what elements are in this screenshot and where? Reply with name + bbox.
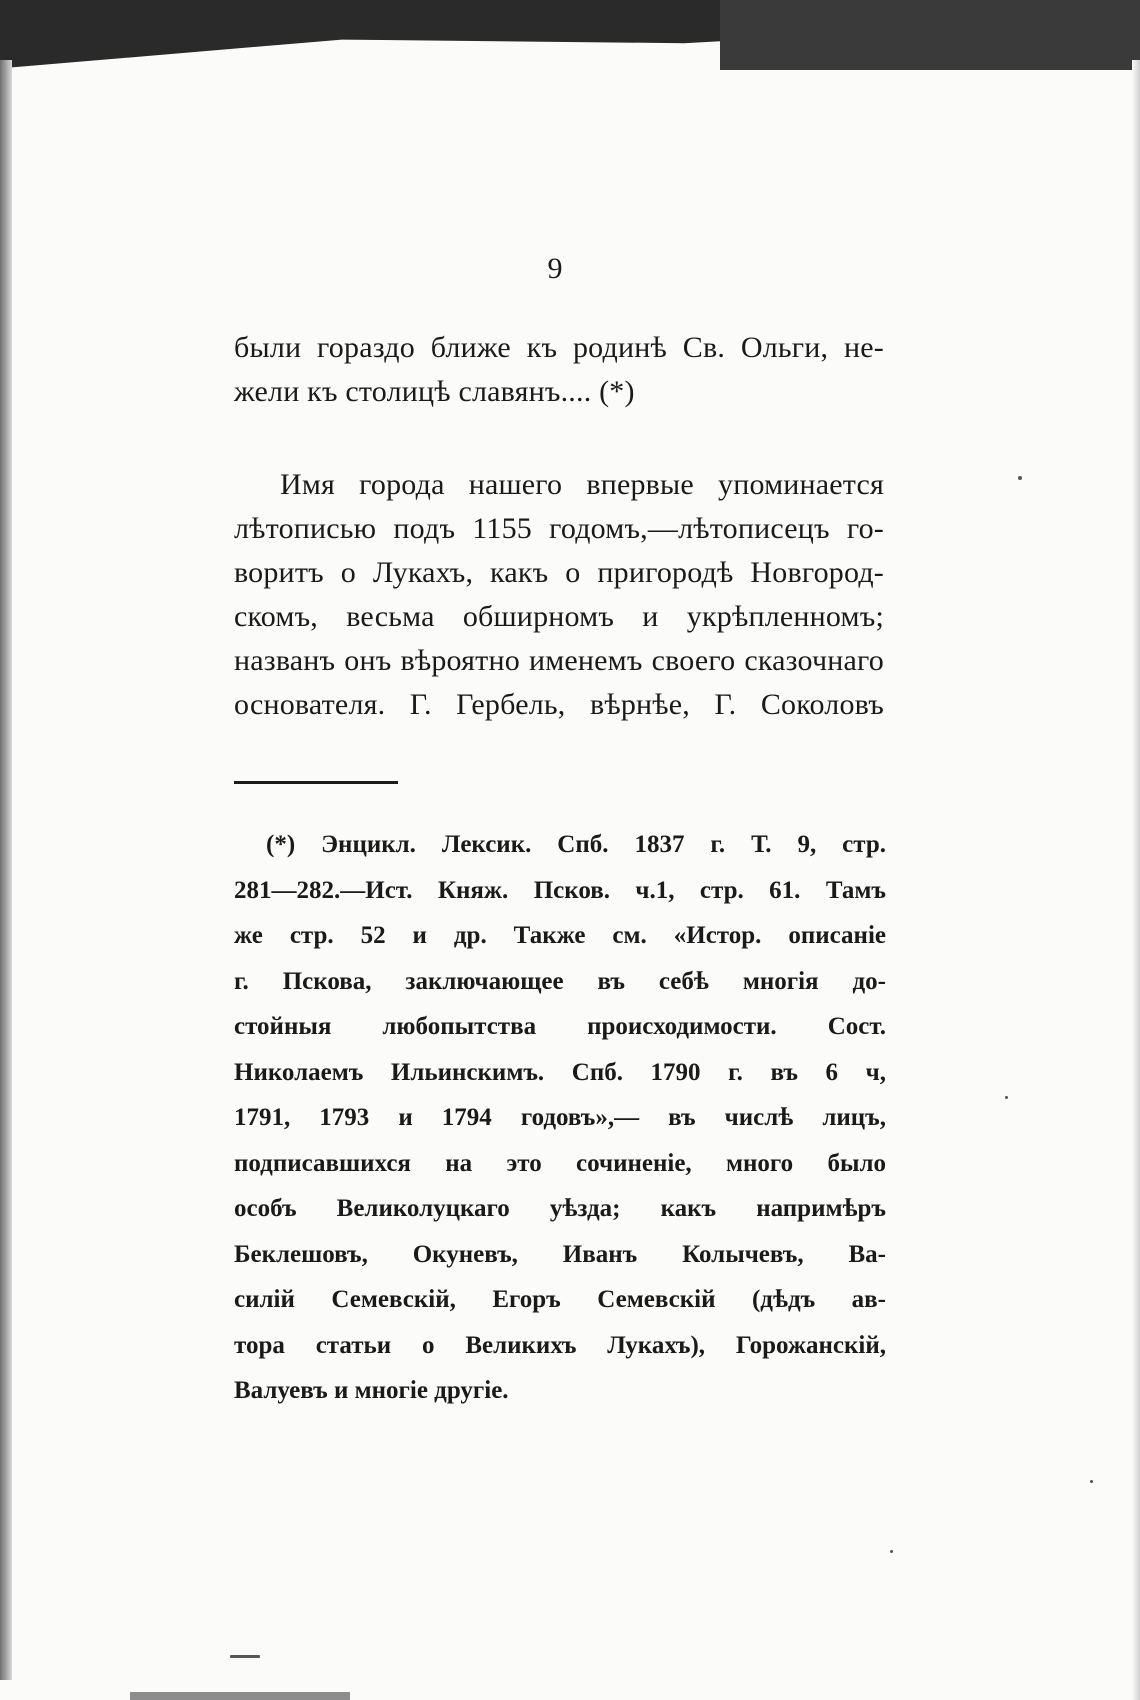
paragraph-city-name bbox=[234, 463, 884, 727]
footnote-line: 281—282.—Ист. Княж. Псков. ч.1, стр. 61. Тамъ bbox=[234, 876, 886, 904]
footnote-line: г. Пскова, заключающее въ себѣ многія до- bbox=[234, 967, 886, 995]
footnote-line: Беклешовъ, Окуневъ, Иванъ Колычевъ, Ва- bbox=[234, 1240, 886, 1268]
footnote-line: 1791, 1793 и 1794 годовъ»,— въ числѣ лицъ, bbox=[234, 1104, 886, 1131]
text-line: основателя. Г. Гербель, вѣрнѣе, Г. Соколовъ bbox=[234, 688, 884, 721]
text-line: лѣтописью подъ 1155 годомъ,—лѣтописецъ го- bbox=[234, 512, 884, 545]
scan-right-edge bbox=[1132, 60, 1140, 1700]
footnote-line: же стр. 52 и др. Также см. «Истор. описаніе bbox=[234, 922, 886, 949]
scan-speck bbox=[1018, 476, 1022, 480]
page-number: 9 bbox=[547, 252, 563, 285]
text-line: были гораздо ближе къ родинѣ Св. Ольги, не- bbox=[234, 331, 884, 364]
text-line: Имя города нашего впервые упоминается bbox=[280, 468, 884, 501]
footnote-separator bbox=[234, 781, 398, 784]
footnote-line: подписавшихся на это сочиненіе, много было bbox=[234, 1149, 886, 1177]
scan-top-right-shadow bbox=[720, 0, 1140, 70]
footnote bbox=[234, 822, 886, 1414]
footnote-line: (*) Энцикл. Лексик. Спб. 1837 г. Т. 9, стр. bbox=[266, 831, 886, 858]
text-line: жели къ столицѣ славянъ.... (*) bbox=[234, 375, 635, 408]
footnote-line: силій Семевскій, Егоръ Семевскій (дѣдъ ав- bbox=[234, 1286, 886, 1313]
text-line: воритъ о Лукахъ, какъ о пригородѣ Новгород- bbox=[234, 556, 884, 589]
scan-speck bbox=[1005, 1096, 1008, 1099]
paragraph-continuation bbox=[234, 326, 884, 414]
footnote-line: Валуевъ и многіе другіе. bbox=[234, 1377, 509, 1404]
footnote-line: тора статьи о Великихъ Лукахъ), Горожанскій, bbox=[234, 1331, 886, 1359]
scan-speck bbox=[890, 1550, 893, 1553]
footnote-line: стойныя любопытства происходимости. Сост. bbox=[234, 1013, 886, 1040]
scan-speck bbox=[230, 1655, 260, 1658]
scan-speck bbox=[1090, 1480, 1093, 1483]
footnote-line: особъ Великолуцкаго уѣзда; какъ напримѣръ bbox=[234, 1195, 886, 1222]
footnote-line: Николаемъ Ильинскимъ. Спб. 1790 г. въ 6 ч, bbox=[234, 1058, 886, 1086]
text-line: названъ онъ вѣроятно именемъ своего сказочнаго bbox=[234, 644, 884, 677]
text-line: скомъ, весьма обширномъ и укрѣпленномъ; bbox=[234, 600, 884, 633]
scan-left-edge bbox=[0, 60, 12, 1680]
scan-bottom-edge bbox=[130, 1692, 350, 1700]
